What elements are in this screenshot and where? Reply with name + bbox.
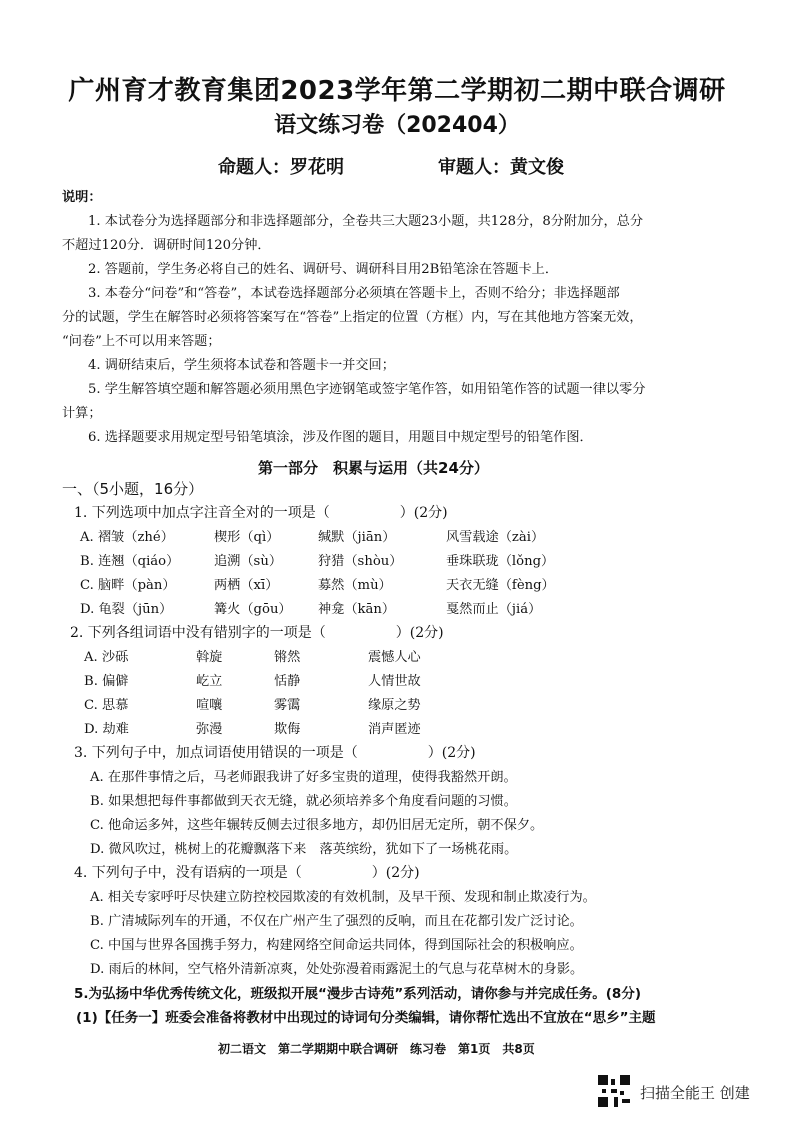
q3-option: D. 微风吹过，桃树上的花瓣飘落下来 落英缤纷，犹如下了一场桃花雨。 — [90, 842, 518, 857]
note-line: 6. 选择题要求用规定型号铅笔填涂，涉及作图的题目，用题目中规定型号的铅笔作图． — [88, 430, 593, 445]
q4-option: D. 雨后的林间，空气格外清新凉爽，处处弥漫着雨露泥土的气息与花草树木的身影。 — [90, 962, 584, 977]
q1-option: 篝火（gōu） — [214, 602, 292, 617]
q1-option: 缄默（jiān） — [318, 530, 396, 545]
q2-option: 人情世故 — [368, 674, 421, 689]
q1-option: 风雪载途（zài） — [446, 530, 545, 545]
question-4-stem: 4. 下列句子中，没有语病的一项是（ ）(2分) — [74, 865, 420, 881]
q1-option: 楔形（qì） — [214, 530, 280, 545]
q2-option: A. 沙砾 — [84, 650, 129, 665]
question-5-task: (1)【任务一】班委会准备将教材中出现过的诗词句分类编辑，请你帮忙选出不宜放在“思乡”主题 — [76, 1010, 656, 1026]
q2-option: 震憾人心 — [368, 650, 421, 665]
q4-option: A. 相关专家呼吁尽快建立防控校园欺凌的有效机制，及早干预、发现和制止欺凌行为。 — [90, 890, 596, 905]
note-line: 3. 本卷分“问卷”和“答卷”，本试卷选择题部分必须填在答题卡上，否则不给分；非选择题部 — [88, 286, 620, 301]
q1-option: D. 龟裂（jūn） — [80, 602, 173, 617]
question-3-stem: 3. 下列句子中，加点词语使用错误的一项是（ ）(2分) — [74, 745, 476, 761]
q1-option: 垂珠联珑（lǒng） — [446, 554, 555, 569]
qr-code-icon — [598, 1075, 630, 1107]
q4-option: C. 中国与世界各国携手努力，构建网络空间命运共同体，得到国际社会的积极响应。 — [90, 938, 583, 953]
reviewer-line: 审题人：黄文俊 — [438, 157, 564, 178]
note-line: 1. 本试卷分为选择题部分和非选择题部分，全卷共三大题23小题，共128分，8分附加分，总分 — [88, 214, 644, 229]
q1-option: 两栖（xī） — [214, 578, 279, 593]
q2-option: D. 劫难 — [84, 722, 129, 737]
note-line: 2. 答题前，学生务必将自己的姓名、调研号、调研科目用2B铅笔涂在答题卡上． — [88, 262, 559, 277]
q2-option: 缘原之势 — [368, 698, 421, 713]
q1-option: 狩猎（shòu） — [318, 554, 403, 569]
section-heading: 第一部分 积累与运用（共24分） — [258, 459, 489, 477]
question-1-stem: 1. 下列选项中加点字注音全对的一项是（ ）(2分) — [74, 505, 448, 521]
q2-option: 喧嚷 — [196, 698, 223, 713]
notes-label: 说明： — [62, 190, 102, 205]
q1-option: 追溯（sù） — [214, 554, 283, 569]
note-line: 5. 学生解答填空题和解答题必须用黑色字迹钢笔或签字笔作答，如用铅笔作答的试题一律以零分 — [88, 382, 646, 397]
q1-option: 天衣无缝（fèng） — [446, 578, 555, 593]
group-heading: 一、（5小题，16分） — [62, 480, 204, 498]
q3-option: C. 他命运多舛，这些年辗转反侧去过很多地方，却仍旧居无定所，朝不保夕。 — [90, 818, 544, 833]
page-subtitle: 语文练习卷（202404） — [274, 113, 520, 138]
q2-option: 消声匿迹 — [368, 722, 421, 737]
note-line: 4. 调研结束后，学生须将本试卷和答题卡一并交回； — [88, 358, 395, 373]
note-line: “问卷”上不可以用来答题； — [62, 334, 221, 349]
q3-option: A. 在那件事情之后，马老师跟我讲了好多宝贵的道理，使得我豁然开朗。 — [90, 770, 517, 785]
q1-option: B. 连翘（qiáo） — [80, 554, 180, 569]
q2-option: C. 思慕 — [84, 698, 129, 713]
q2-option: 恬静 — [274, 674, 301, 689]
note-line: 计算； — [62, 406, 102, 421]
q1-option: 神龛（kān） — [318, 602, 396, 617]
q4-option: B. 广清城际列车的开通，不仅在广州产生了强烈的反响，而且在花都引发广泛讨论。 — [90, 914, 583, 929]
author-line: 命题人：罗花明 — [218, 157, 344, 178]
page-footer: 初二语文 第二学期期中联合调研 练习卷 第1页 共8页 — [218, 1042, 535, 1056]
note-line: 不超过120分．调研时间120分钟． — [62, 238, 271, 253]
question-2-stem: 2. 下列各组词语中没有错别字的一项是（ ）(2分) — [70, 625, 444, 641]
q2-option: 欺侮 — [274, 722, 301, 737]
q1-option: C. 脑畔（pàn） — [80, 578, 176, 593]
note-line: 分的试题，学生在解答时必须将答案写在“答卷”上指定的位置（方框）内，写在其他地方答案无效， — [62, 310, 643, 325]
page-title: 广州育才教育集团2023学年第二学期初二期中联合调研 — [68, 76, 726, 106]
q2-option: 雾霭 — [274, 698, 301, 713]
q1-option: 戛然而止（jiá） — [446, 602, 542, 617]
q2-option: 弥漫 — [196, 722, 223, 737]
q1-option: 募然（mù） — [318, 578, 392, 593]
scanner-watermark: 扫描全能王 创建 — [640, 1084, 750, 1102]
q2-option: 斡旋 — [196, 650, 223, 665]
q3-option: B. 如果想把每件事都做到天衣无缝，就必须培养多个角度看问题的习惯。 — [90, 794, 517, 809]
question-5-stem: 5.为弘扬中华优秀传统文化，班级拟开展“漫步古诗苑”系列活动，请你参与并完成任务。(8分) — [74, 986, 641, 1002]
q2-option: B. 偏僻 — [84, 674, 129, 689]
q2-option: 屹立 — [196, 674, 223, 689]
q2-option: 锵然 — [274, 650, 301, 665]
q1-option: A. 褶皱（zhé） — [80, 530, 174, 545]
